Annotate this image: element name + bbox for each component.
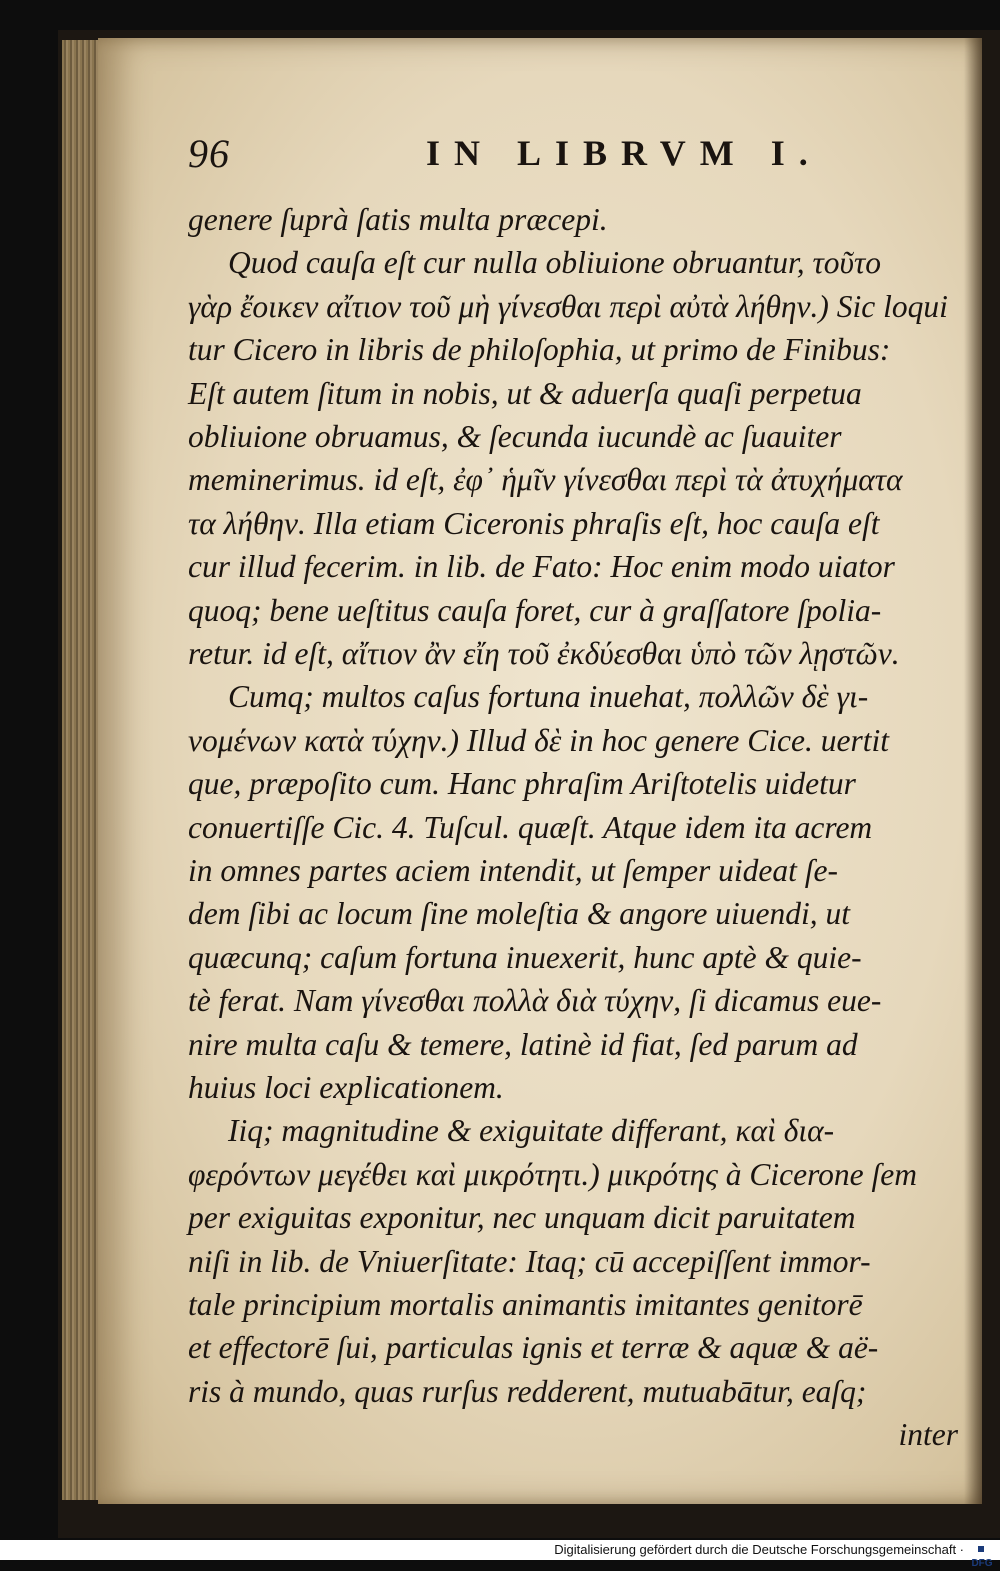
text-line: νομένων κατὰ τύχην.) Illud δὲ in hoc genere Cice. uertit bbox=[188, 722, 889, 758]
footer-credit: Digitalisierung gefördert durch die Deutsche Forschungsgemeinschaft · bbox=[554, 1542, 964, 1557]
footer-bar bbox=[0, 1540, 1000, 1569]
text-line: nire multa caſu & temere, latinè id fiat, ſed parum ad bbox=[188, 1026, 858, 1062]
text-line: γὰρ ἔοικεν αἴτιον τοῦ μὴ γίνεσθαι περὶ αὐτὰ λήθην.) Sic loqui bbox=[188, 288, 948, 324]
running-head: IN LIBRVM I. bbox=[426, 133, 822, 173]
text-line: retur. id eſt, αἴτιον ἂν εἴη τοῦ ἐκδύεσθαι ὑπὸ τῶν λῃστῶν. bbox=[188, 636, 900, 671]
text-line: tale principium mortalis animantis imitantes genitorē bbox=[188, 1287, 863, 1322]
text-line: quoq; bene ueſtitus cauſa foret, cur à graſſatore ſpolia- bbox=[188, 592, 882, 628]
page-header bbox=[188, 118, 908, 178]
text-line: meminerimus. id eſt, ἐφ᾽ ἡμῖν γίνεσθαι περὶ τὰ ἀτυχήματα bbox=[188, 462, 903, 498]
text-line: quæcunq; caſum fortuna inuexerit, hunc aptè & quie- bbox=[188, 939, 862, 975]
page-edges bbox=[62, 40, 102, 1500]
text-line: Iiq; magnitudine & exiguitate differant, καὶ δια- bbox=[228, 1113, 835, 1149]
dfg-logo-square-icon bbox=[978, 1546, 984, 1552]
page-number: 96 bbox=[188, 131, 230, 176]
text-line: τα λήθην. Illa etiam Ciceronis phraſis eſt, hoc cauſa eſt bbox=[188, 505, 880, 541]
text-line: que, præpoſito cum. Hanc phraſim Ariſtotelis uidetur bbox=[188, 766, 856, 802]
dfg-logo bbox=[968, 1543, 996, 1569]
text-line: Quod cauſa eſt cur nulla obliuione obruantur, τοῦτο bbox=[228, 245, 881, 281]
text-line: dem ſibi ac locum ſine moleſtia & angore uiuendi, ut bbox=[188, 896, 850, 932]
dfg-logo-text: DFG bbox=[971, 1558, 993, 1569]
text-line: niſi in lib. de Vniuerſitate: Itaq; cū accepiſſent immor- bbox=[188, 1243, 871, 1279]
text-line: ris à mundo, quas rurſus redderent, mutuabātur, eaſq; bbox=[188, 1373, 867, 1409]
text-line: tè ferat. Nam γίνεσθαι πολλὰ διὰ τύχην, ſi dicamus eue- bbox=[188, 983, 882, 1019]
text-line: cur illud fecerim. in lib. de Fato: Hoc enim modo uiator bbox=[188, 549, 895, 585]
text-line: Cumq; multos caſus fortuna inuehat, πολλῶν δὲ γι- bbox=[228, 679, 869, 715]
text-line: genere ſuprà ſatis multa præcepi. bbox=[188, 202, 608, 237]
text-line: et effectorē ſui, particulas ignis et terræ & aquæ & aë- bbox=[188, 1330, 879, 1366]
text-line: conuertiſſe Cic. 4. Tuſcul. quæſt. Atque idem ita acrem bbox=[188, 809, 873, 845]
text-line: huius loci explicationem. bbox=[188, 1070, 504, 1105]
text-line: Eſt autem ſitum in nobis, ut & aduerſa quaſi perpetua bbox=[188, 375, 862, 411]
text-line: in omnes partes aciem intendit, ut ſemper uideat ſe- bbox=[188, 853, 838, 888]
text-line: per exiguitas exponitur, nec unquam dicit paruitatem bbox=[188, 1200, 856, 1236]
text-line: obliuione obruamus, & ſecunda iucundè ac ſuauiter bbox=[188, 419, 842, 454]
catchword: inter bbox=[898, 1417, 958, 1453]
page-gutter-shadow bbox=[964, 38, 982, 1504]
text-line: φερόντων μεγέθει καὶ μικρότητι.) μικρότης à Cicerone ſem bbox=[188, 1156, 918, 1192]
text-line: tur Cicero in libris de philoſophia, ut primo de Finibus: bbox=[188, 332, 891, 368]
